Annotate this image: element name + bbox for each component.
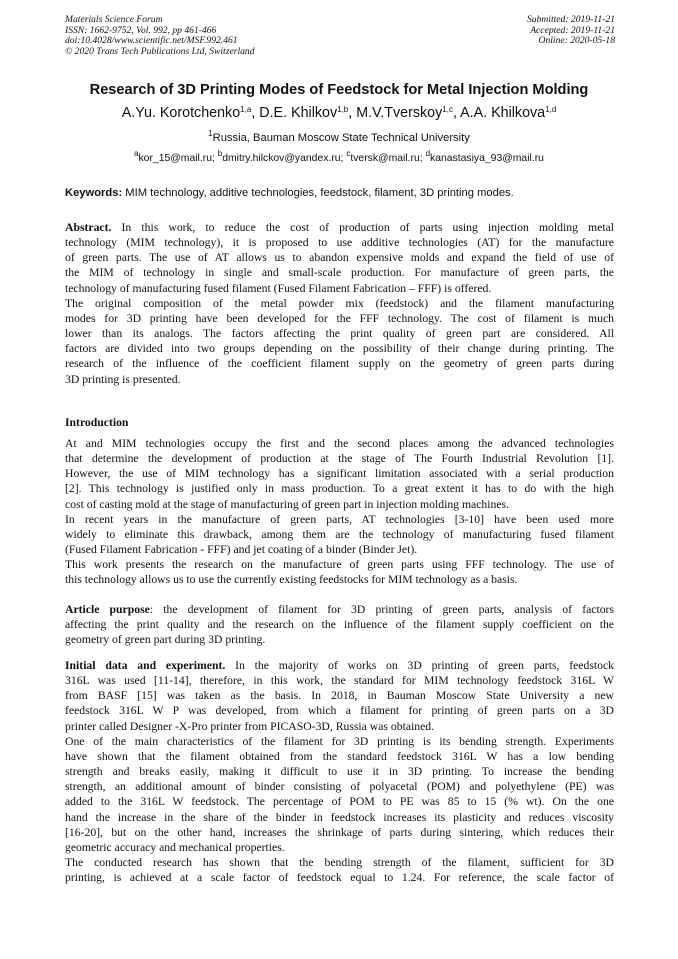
doi-line: doi:10.4028/www.scientific.net/MSF.992.461 <box>65 35 238 47</box>
author-superscript: 1,c <box>442 105 453 114</box>
text-run: In the majority of works on 3D printing of green parts, feedstock <box>225 659 615 672</box>
issn-line: ISSN: 1662-9752, Vol. 992, pp 461-466 <box>65 24 217 36</box>
text-line: strength and breaks easily, making it difficult to use it in 3D printing. To increase the bending <box>65 765 614 779</box>
email-superscript: d <box>425 149 431 158</box>
dates-header <box>527 15 615 47</box>
text-line: printer called Designer -X-Pro printer from PICASO-3D, Russia was obtained. <box>65 719 435 733</box>
purpose-label: Article purpose <box>65 603 150 616</box>
author-list: A.Yu. Korotchenko$^{1,a}$, D.E. Khilkov$^{1,b}$, M.V.Tverskoy$^{1,c}$, A.A. Khilkova$^{1,d}$ <box>121 105 557 121</box>
email-superscript: a <box>134 149 139 158</box>
email-address[interactable]: tversk@mail.ru; <box>350 153 426 164</box>
email-superscript: b <box>217 149 223 158</box>
keywords-text: MIM technology, additive technologies, feedstock, filament, 3D printing modes. <box>122 187 514 199</box>
initial-label: Initial data and experiment. <box>65 659 226 672</box>
author: D.E. Khilkov <box>259 105 338 121</box>
section-heading-introduction: Introduction <box>65 416 129 429</box>
body-paragraph <box>65 734 614 855</box>
text-line: 316L was used [11-14], therefore, in this work, the standard for MIM technology feedstock 316L W <box>65 674 614 688</box>
introduction-body <box>65 436 614 588</box>
email-address[interactable]: kor_15@mail.ru; <box>138 153 218 164</box>
author-superscript: 1,b <box>337 105 349 114</box>
paper-title: Research of 3D Printing Modes of Feedstock for Metal Injection Molding <box>89 82 589 98</box>
author: A.Yu. Korotchenko <box>121 105 241 121</box>
affiliation-superscript: 1 <box>208 129 213 138</box>
text-line: have shown that the filament obtained from the standard feedstock 316L W has a low bending <box>65 749 614 763</box>
text-line: research of the influence of the coefficient filament supply on the geometry of green parts during <box>65 357 614 371</box>
author: M.V.Tverskoy <box>356 105 443 121</box>
email-list <box>0 149 678 164</box>
email-address[interactable]: dmitry.hilckov@yandex.ru; <box>222 153 347 164</box>
affiliation-text: Russia, Bauman Moscow State Technical University <box>212 132 470 144</box>
affiliation <box>0 129 678 144</box>
text-run: In this work, to reduce the cost of production of parts using injection molding metal <box>111 221 614 234</box>
email-address[interactable]: kanastasiya_93@mail.ru <box>430 153 544 164</box>
abstract <box>65 220 614 387</box>
text-line: 3D printing is presented. <box>65 372 181 386</box>
abstract-paragraph <box>65 220 614 296</box>
body-paragraph <box>65 855 614 885</box>
text-line: that determine the development of production at the stage of The Fourth Industrial Revolution [1]. <box>65 452 614 466</box>
text-line: factors are divided into two groups depending on the possibility of their change during printing. The <box>65 342 614 356</box>
online-date: Online: 2020-05-18 <box>538 35 615 47</box>
text-line <box>65 658 614 673</box>
abstract-paragraph <box>65 296 614 387</box>
body-paragraph <box>65 512 614 557</box>
text-line <box>65 220 614 235</box>
text-line: lower than its analogs. The factors affecting the print quality of green part are considered. All <box>65 327 614 341</box>
text-line: geometry of green part during 3D printing. <box>65 633 266 647</box>
copyright-line: © 2020 Trans Tech Publications Ltd, Switzerland <box>65 45 255 57</box>
text-line: [2]. This technology is justified only in mass production. To a great extent it has to do with the high <box>65 482 614 496</box>
text-line: technology (MIM technology), it is proposed to use additive technologies (AT) for the manufacture <box>65 236 614 250</box>
author: A.A. Khilkova <box>460 105 546 121</box>
text-line: geometric accuracy and mechanical properties. <box>65 840 285 854</box>
keywords <box>65 187 625 199</box>
text-line: strength, an additional amount of binder consisting of polyacetal (POM) and polyethylene (PE) was <box>65 780 614 794</box>
text-line: However, the use of MIM technology has a significant limitation associated with a serial production <box>65 467 614 481</box>
keywords-label: Keywords: <box>65 187 123 199</box>
text-line: This work presents the research on the manufacture of green parts using FFF technology. The use of <box>65 558 614 572</box>
abstract-label: Abstract. <box>65 221 112 234</box>
text-line: [16-20], but on the other hand, increases the shrinkage of parts during sintering, which reduces their <box>65 825 614 839</box>
submitted-date: Submitted: 2019-11-21 <box>526 14 615 25</box>
email-superscript: c <box>346 149 351 158</box>
text-line: of green parts. The use of AT allows us to abandon expensive molds and expand the field of use of <box>65 251 614 265</box>
text-line: The conducted research has shown that the bending strength of the filament, sufficient for 3D <box>65 856 614 870</box>
author-superscript: 1,a <box>240 105 252 114</box>
text-line: One of the main characteristics of the filament for 3D printing is its bending strength. Experiments <box>65 734 614 748</box>
text-line: hand the increase in the share of the binder in feedstock increases its plasticity and reduces viscosity <box>65 810 614 824</box>
text-line: In recent years in the manufacture of green parts, AT technologies [3-10] have been used more <box>65 512 614 526</box>
text-line: technology of manufacturing fused filament (Fused Filament Fabrication – FFF) is offered. <box>65 281 492 295</box>
text-line: widely to eliminate this drawback, among them are the technology of manufacturing fused filament <box>65 527 614 541</box>
text-line <box>65 602 614 617</box>
text-line: added to the 316L W feedstock. The percentage of POM to PE was 85 to 15 (% wt). On the one <box>65 795 614 809</box>
author-superscript: 1,d <box>545 105 557 114</box>
body-paragraph <box>65 658 614 734</box>
body-paragraph <box>65 436 614 512</box>
journal-name: Materials Science Forum <box>65 14 163 25</box>
text-line: cost of casting mold at the stage of manufacturing of green part in injection molding machines. <box>65 497 509 511</box>
text-line: At and MIM technologies occupy the first and the second places among the advanced technologies <box>65 437 614 450</box>
text-line: this technology allows us to use the currently existing feedstocks for MIM technology as a basis. <box>65 573 518 587</box>
text-line: modes for 3D printing have been developed for the FFF technology. The cost of filament is much <box>65 311 614 325</box>
text-line: affecting the print quality and the research on the influence of the filament supply coefficient on the <box>65 618 614 632</box>
body-paragraph <box>65 602 614 647</box>
article-purpose <box>65 602 614 647</box>
text-line: the MIM of technology in single and small-scale production. For manufacture of green parts, the <box>65 266 614 280</box>
body-paragraph <box>65 557 614 587</box>
text-run: : the development of filament for 3D printing of green parts, analysis of factors <box>149 603 614 616</box>
text-line: The original composition of the metal powder mix (feedstock) and the filament manufacturing <box>65 296 614 310</box>
text-line: printing, is achieved at a scale factor of feedstock equal to 1.24. For reference, the scale factor of <box>65 871 614 885</box>
accepted-date: Accepted: 2019-11-21 <box>530 24 615 36</box>
text-line: from BASF [15] was taken as the basis. In 2018, in Bauman Moscow State University a new <box>65 689 614 703</box>
initial-data-section <box>65 658 614 885</box>
text-line: (Fused Filament Fabrication - FFF) and jet coating of a binder (Binder Jet). <box>65 543 418 557</box>
journal-header <box>65 15 255 57</box>
text-line: feedstock 316L W P was developed, from which a filament for printing of green parts on a 3D <box>65 704 614 718</box>
